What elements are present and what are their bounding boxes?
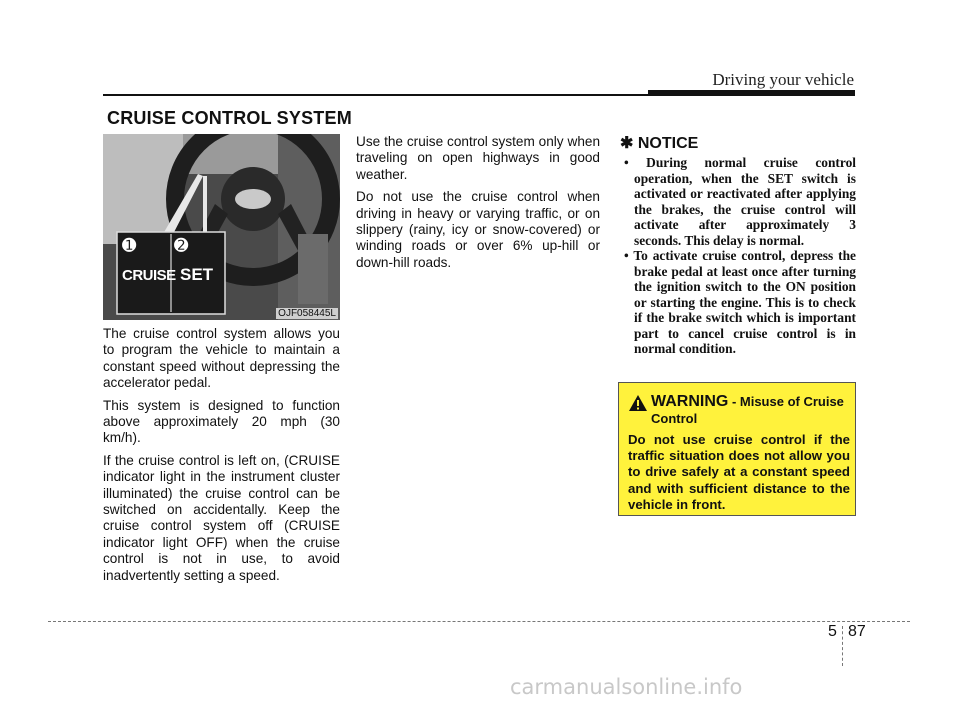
- warning-body: Do not use cruise control if the traffic situation does not allow you to drive safely at a constant speed and with sufficient distance to the vehicle in front.: [628, 432, 850, 512]
- notice-item-text: To activate cruise control, depress the brake pedal at least once after turning the ignition switch to the ON position or starting the engine. This is to check if the brake switch which is important part to cancel cruise control is in normal condition.: [633, 248, 856, 356]
- col2-paragraph: Use the cruise control system only when traveling on open highways in good weather.: [356, 134, 600, 182]
- warning-triangle-icon: [628, 394, 648, 412]
- column-1-text: [103, 326, 340, 590]
- callout-2: ➋: [174, 236, 189, 255]
- col1-paragraph: The cruise control system allows you to program the vehicle to maintain a constant speed without depressing the accelerator pedal.: [103, 326, 340, 391]
- section-title: CRUISE CONTROL SYSTEM: [107, 108, 352, 128]
- notice-list: [620, 155, 856, 357]
- callout-1: ➊: [122, 236, 137, 255]
- figure-code: OJF058445L: [278, 308, 336, 319]
- page-divider: [842, 626, 843, 666]
- notice-item: • During normal cruise control operation, when the SET switch is activated or reactivated after applying the brakes, the cruise control will activate after approximately 3 seconds. This delay is normal.: [624, 155, 856, 248]
- warning-heading: [651, 393, 851, 427]
- set-button-label: SET: [180, 265, 214, 284]
- page-chapter-number: 5: [828, 623, 837, 640]
- notice-title: ✱ NOTICE: [620, 135, 699, 152]
- warning-box: [618, 382, 856, 516]
- header-bar: [648, 90, 855, 96]
- header-title: Driving your vehicle: [712, 70, 854, 89]
- steering-wheel-figure: [103, 134, 340, 320]
- notice-item: • To activate cruise control, depress the brake pedal at least once after turning the ignition switch to the ON position or starting the engine. This is to check if the brake switch which is important part to cancel cruise control is in normal condition.: [624, 248, 856, 356]
- warning-subtitle: - Misuse of Cruise Control: [651, 394, 844, 426]
- footer-dashed-rule: [48, 621, 910, 622]
- page-number: 87: [848, 623, 866, 640]
- cruise-button-label: CRUISE: [122, 267, 176, 284]
- col2-paragraph: Do not use the cruise control when driving in heavy or varying traffic, or on slippery (rainy, icy or snow-covered) or winding roads or over 6% up-hill or down-hill roads.: [356, 189, 600, 270]
- col1-paragraph: If the cruise control is left on, (CRUISE indicator light in the instrument cluster illuminated) the cruise control can be switched on accidentally. Keep the cruise control system off (CRUISE indicator light OFF) when the cruise control is not in use, to avoid inadvertently setting a speed.: [103, 452, 340, 583]
- warning-label: WARNING: [651, 393, 729, 410]
- column-2-text: [356, 134, 600, 277]
- watermark: carmanualsonline.info: [510, 675, 743, 699]
- notice-item-text: During normal cruise control operation, when the SET switch is activated or reactivated after applying the brakes, the cruise control will activate after approximately 3 seconds. This delay is normal.: [634, 155, 856, 248]
- col1-paragraph: This system is designed to function above approximately 20 mph (30 km/h).: [103, 397, 340, 446]
